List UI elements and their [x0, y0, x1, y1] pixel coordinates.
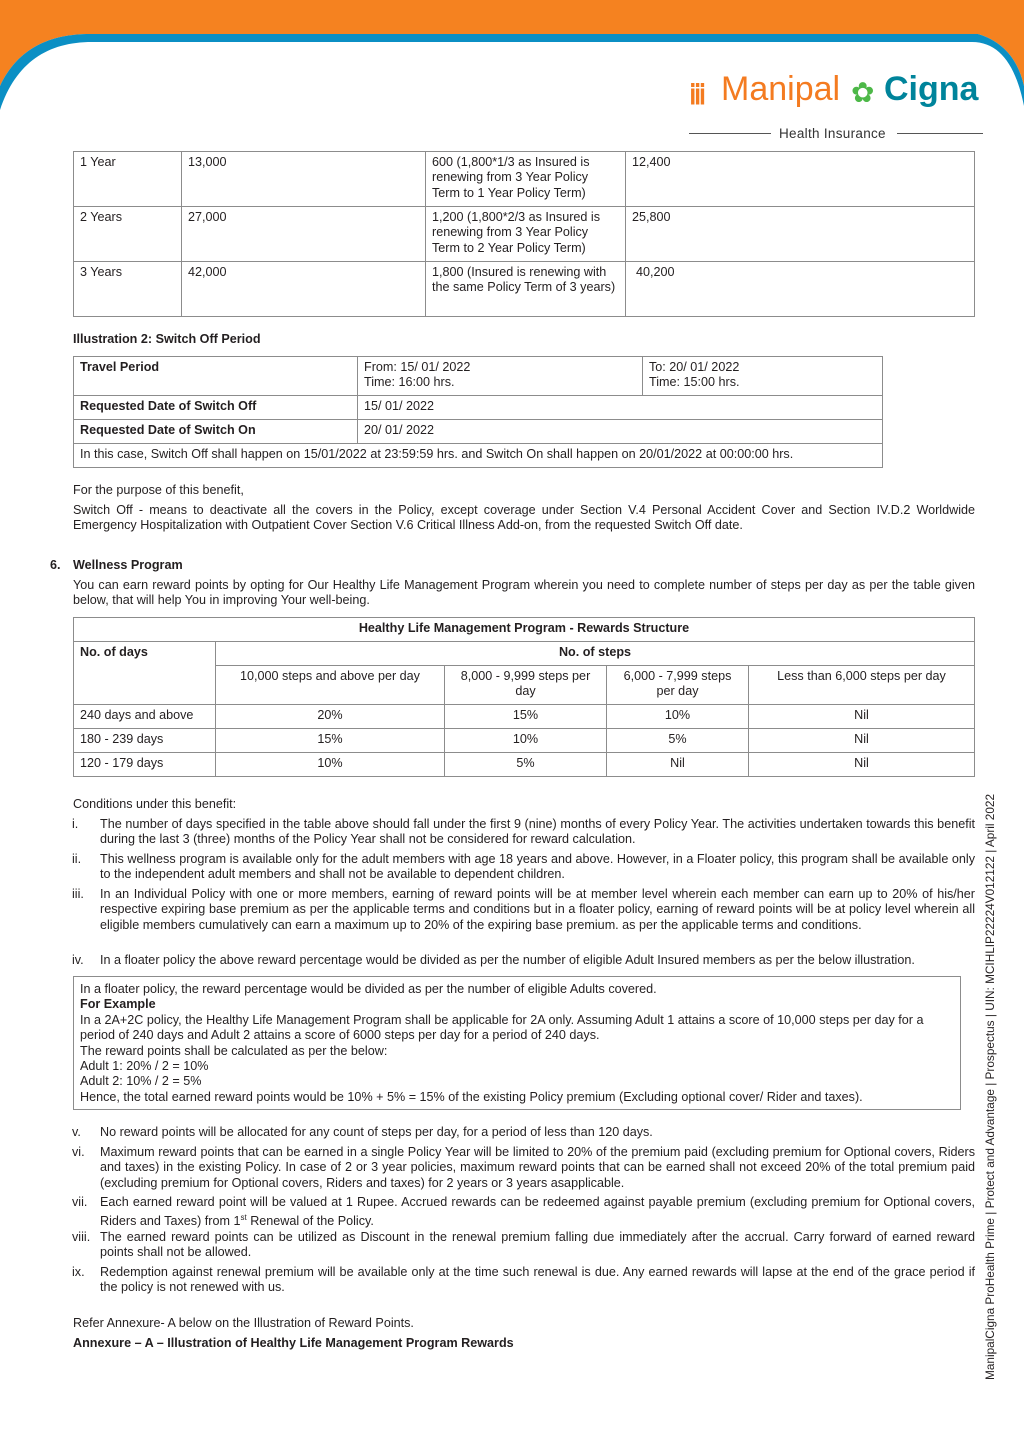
step-column-header: 8,000 - 9,999 steps per day [445, 666, 607, 705]
example-calc-intro: The reward points shall be calculated as per the below: [80, 1043, 388, 1058]
table-cell: 240 days and above [74, 705, 216, 729]
list-number: v. [72, 1125, 81, 1139]
example-intro: In a floater policy, the reward percentage would be divided as per the number of eligible Adults covered. [80, 982, 657, 996]
logo-rule-right [897, 133, 983, 134]
list-text: No reward points will be allocated for any count of steps per day, for a period of less than 120 days. [100, 1125, 653, 1139]
table-cell: 1 Year [74, 152, 182, 207]
table-cell: 42,000 [182, 262, 426, 317]
table-cell: Requested Date of Switch On [74, 420, 358, 444]
table-cell: 1,800 (Insured is renewing with the same Policy Term of 3 years) [426, 262, 626, 317]
brand-name-cigna: Cigna [884, 70, 979, 108]
list-item [72, 852, 975, 883]
list-item [72, 953, 975, 968]
table-cell: 40,200 [626, 262, 975, 317]
brand-name-manipal: Manipal [721, 70, 841, 108]
table-cell: Nil [749, 705, 975, 729]
example-adult2: Adult 2: 10% / 2 = 5% [80, 1074, 202, 1089]
list-number: vi. [72, 1145, 85, 1159]
step-column-header: Less than 6,000 steps per day [749, 666, 975, 705]
table-cell: Nil [607, 753, 749, 777]
table-cell: 2 Years [74, 207, 182, 262]
list-text: In a floater policy the above reward percentage would be divided as per the number of eligible Adult Insured members as per the below illustration. [100, 953, 915, 967]
table-row [74, 753, 975, 777]
table-cell: 20% [216, 705, 445, 729]
list-number: i. [72, 817, 79, 831]
from-time: Time: 16:00 hrs. [364, 375, 455, 390]
table-row [74, 207, 975, 262]
annexure-reference: Refer Annexure- A below on the Illustration of Reward Points. [73, 1316, 414, 1330]
table-row [74, 152, 975, 207]
table-row [74, 396, 883, 420]
list-item [72, 1195, 975, 1230]
illustration-heading: Illustration 2: Switch Off Period [73, 332, 261, 346]
table-cell: 10% [607, 705, 749, 729]
list-text-part: Renewal of the Policy. [246, 1214, 374, 1229]
table-cell: 1,200 (1,800*2/3 as Insured is renewing from 3 Year Policy Term to 2 Year Policy Term) [426, 207, 626, 262]
example-adult1: Adult 1: 20% / 2 = 10% [80, 1059, 209, 1074]
example-paragraph: In a 2A+2C policy, the Healthy Life Management Program shall be applicable for 2A only. Assuming Adult 1 attains a score of 10,000 steps per day for a period of 240 days and Adult 2 attains a score of 6000 steps per day for a period of 240 days. [80, 1012, 924, 1043]
table-cell [643, 357, 883, 396]
purpose-intro: For the purpose of this benefit, [73, 483, 244, 497]
to-time: Time: 15:00 hrs. [649, 375, 740, 390]
table-cell: 15% [216, 729, 445, 753]
table-row [74, 729, 975, 753]
table-cell: 25,800 [626, 207, 975, 262]
table-row [74, 705, 975, 729]
table-cell: 10% [445, 729, 607, 753]
list-text-part: Each earned reward point will be valued at 1 Rupee. Accrued rewards can be redeemed against payable premium (excluding premium for Optional covers, Riders and Taxes) from 1 [100, 1195, 975, 1229]
table-cell: 3 Years [74, 262, 182, 317]
list-number: iii. [72, 887, 84, 901]
table-cell: In this case, Switch Off shall happen on 15/01/2022 at 23:59:59 hrs. and Switch On shall happen on 20/01/2022 at 00:00:00 hrs. [74, 444, 883, 468]
tree-icon: ✿ [851, 77, 875, 108]
table-cell: 10% [216, 753, 445, 777]
from-date: From: 15/ 01/ 2022 [364, 360, 471, 374]
logo-rule-left [689, 133, 771, 134]
column-header-days: No. of days [74, 642, 216, 705]
rewards-table [73, 617, 975, 777]
table-cell: 15/ 01/ 2022 [358, 396, 883, 420]
list-item [72, 1145, 975, 1191]
renewal-premium-table [73, 151, 975, 317]
switch-off-definition: Switch Off - means to deactivate all the covers in the Policy, except coverage under Section V.4 Personal Accident Cover and Section IV.D.2 Worldwide Emergency Hospitalization with Outpatient Cover Section V.6 Critical Illness Add-on, from the requested Switch Off date. [73, 503, 975, 533]
table-row [74, 262, 975, 317]
example-heading: For Example [80, 997, 156, 1012]
table-row [74, 444, 883, 468]
list-text [100, 1195, 975, 1230]
table-cell: Travel Period [74, 357, 358, 396]
wellness-intro: You can earn reward points by opting for Our Healthy Life Management Program wherein you need to complete number of steps per day as per the table given below, that will help You in improving Your well-being. [73, 578, 975, 608]
section-number: 6. [50, 558, 61, 572]
table-cell: 5% [607, 729, 749, 753]
table-cell: 180 - 239 days [74, 729, 216, 753]
brand-logo [689, 70, 984, 142]
to-date: To: 20/ 01/ 2022 [649, 360, 740, 374]
table-cell: 120 - 179 days [74, 753, 216, 777]
table-cell [358, 357, 643, 396]
section-title: Wellness Program [73, 558, 183, 572]
example-total: Hence, the total earned reward points would be 10% + 5% = 15% of the existing Policy premium (Excluding optional cover/ Rider and taxes). [80, 1089, 863, 1104]
table-row [74, 420, 883, 444]
list-number: ix. [72, 1265, 85, 1279]
list-text: In an Individual Policy with one or more members, earning of reward points will be at member level wherein each member can earn up to 20% of his/her respective expiring base premium as per the applicable terms and conditions but in a floater policy, earning of reward points will be at policy level wherein all eligible members cumulatively can earn a maximum up to 20% of the expiring base premium. as per the applicable terms and conditions. [100, 887, 975, 932]
manipal-mark-icon: ⅲ [689, 80, 707, 110]
list-item [72, 1230, 975, 1261]
table-cell: 27,000 [182, 207, 426, 262]
table-cell: Nil [749, 753, 975, 777]
step-column-header: 6,000 - 7,999 steps per day [607, 666, 749, 705]
document-sidebar-label: ManipalCigna ProHealth Prime | Protect and Advantage | Prospectus | UIN: MCIHLIP22224V012122 | April 2022 [983, 793, 997, 1380]
list-text: The earned reward points can be utilized as Discount in the renewal premium falling due immediately after the accrual. Carry forward of earned reward points shall not be allowed. [100, 1230, 975, 1260]
table-cell: Requested Date of Switch Off [74, 396, 358, 420]
list-text: Maximum reward points that can be earned in a single Policy Year will be limited to 20% of the premium paid (excluding premium for Optional covers, Riders and taxes) in the existing Policy. In case of 2 or 3 year policies, maximum reward points that can be earned shall not exceed 20% of the total premium paid (excluding premium for Optional covers, Riders and taxes) for 2 years or 3 years asapplicable. [100, 1145, 975, 1190]
column-header-steps: No. of steps [216, 642, 975, 666]
table-row [74, 357, 883, 396]
list-number: viii. [72, 1230, 91, 1244]
switch-off-table [73, 356, 883, 468]
table-row [74, 618, 975, 642]
table-cell: Nil [749, 729, 975, 753]
list-item [72, 1265, 975, 1296]
list-text: The number of days specified in the table above should fall under the first 9 (nine) months of every Policy Year. The activities undertaken towards this benefit during the last 3 (three) months of the Policy Year shall not be considered for reward calculation. [100, 817, 975, 847]
table-cell: 600 (1,800*1/3 as Insured is renewing from 3 Year Policy Term to 1 Year Policy Term) [426, 152, 626, 207]
list-text: This wellness program is available only for the adult members with age 18 years and above. However, in a Floater policy, this program shall be available only to the independent adult members and shall not be available to dependent children. [100, 852, 975, 882]
table-cell: 13,000 [182, 152, 426, 207]
list-number: ii. [72, 852, 82, 866]
list-item [72, 817, 975, 848]
table-cell: 15% [445, 705, 607, 729]
list-text: Redemption against renewal premium will be available only at the time such renewal is due. Any earned rewards will lapse at the end of the grace period if the policy is not renewed with us. [100, 1265, 975, 1295]
list-number: iv. [72, 953, 84, 967]
table-cell: 20/ 01/ 2022 [358, 420, 883, 444]
list-number: vii. [72, 1195, 88, 1209]
table-row [74, 642, 975, 666]
step-column-header: 10,000 steps and above per day [216, 666, 445, 705]
table-cell: 5% [445, 753, 607, 777]
conditions-heading: Conditions under this benefit: [73, 797, 237, 811]
list-item [72, 887, 975, 933]
table-cell: 12,400 [626, 152, 975, 207]
annexure-heading: Annexure – A – Illustration of Healthy Life Management Program Rewards [73, 1336, 514, 1350]
list-item [72, 1125, 975, 1140]
brand-subtitle: Health Insurance [779, 126, 886, 141]
example-box [73, 976, 961, 1110]
superscript: st [240, 1213, 247, 1223]
rewards-table-title: Healthy Life Management Program - Rewards Structure [74, 618, 975, 642]
